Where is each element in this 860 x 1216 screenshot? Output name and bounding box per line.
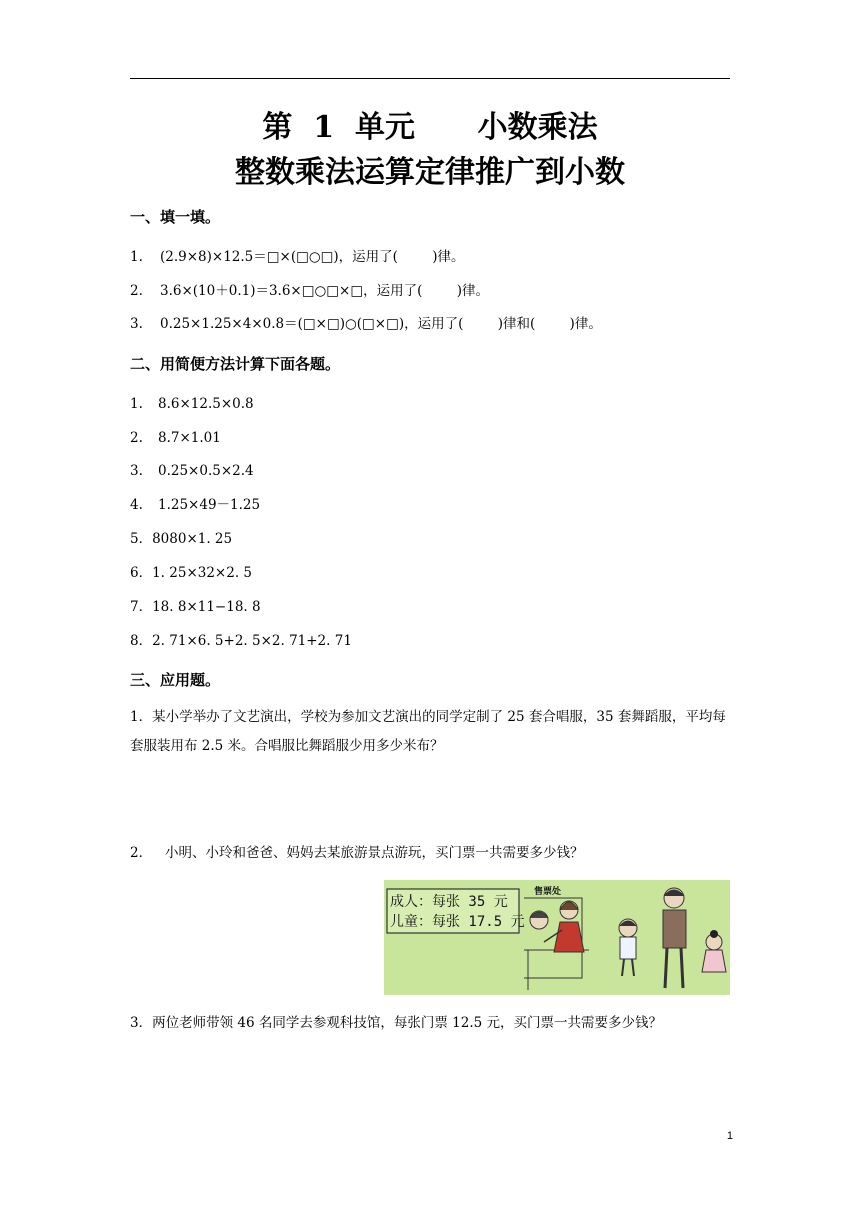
item-text: 1.25×49－1.25 xyxy=(158,497,261,513)
item-number: 3. xyxy=(130,316,143,332)
item-text: 0.25×0.5×2.4 xyxy=(158,463,254,479)
word-problem-2: 2． 小明、小玲和爸爸、妈妈去某旅游景点游玩，买门票一共需要多少钱？ xyxy=(130,845,584,861)
ticket-booth-illustration xyxy=(384,880,730,995)
section-heading-word-problems: 三、应用题。 xyxy=(130,671,221,689)
fill-item-3 xyxy=(130,314,602,334)
item-number: 3. xyxy=(130,463,143,479)
calc-item-4 xyxy=(130,495,260,515)
item-text: 1. 25×32×2. 5 xyxy=(152,565,253,581)
calc-item-2 xyxy=(130,428,221,448)
section-heading-fill: 一、填一填。 xyxy=(130,208,221,226)
item-text: 18. 8×11−18. 8 xyxy=(152,599,261,615)
calc-item-1 xyxy=(130,394,254,414)
item-number: 2. xyxy=(130,283,143,299)
word-problem-1: 1．某小学举办了文艺演出，学校为参加文艺演出的同学定制了 25 套合唱服，35 套舞蹈服，平均每套服装用布 2.5 米。合唱服比舞蹈服少用多少米布？ xyxy=(130,709,726,754)
ticket-booth-drawing xyxy=(384,880,730,995)
calc-item-5 xyxy=(130,529,232,549)
header-rule xyxy=(130,78,730,79)
calc-item-7 xyxy=(130,597,261,617)
item-text: 3.6×(10＋0.1)＝3.6×□○□×□，运用了( )律。 xyxy=(160,283,489,299)
item-text: 2. 71×6. 5+2. 5×2. 71+2. 71 xyxy=(152,633,352,649)
calc-item-8 xyxy=(130,631,352,651)
adult-price-label: 成人：每张 35 元 xyxy=(390,894,508,910)
page-number: 1 xyxy=(726,1130,733,1142)
item-number: 4. xyxy=(130,497,143,513)
item-text: 8.6×12.5×0.8 xyxy=(158,396,254,412)
item-number: 1. xyxy=(130,249,143,265)
item-text: 8080×1. 25 xyxy=(152,531,233,547)
fill-item-1 xyxy=(130,247,465,267)
item-text: 0.25×1.25×4×0.8＝(□×□)○(□×□)，运用了( )律和( )律。 xyxy=(160,316,602,332)
item-number: 2. xyxy=(130,430,143,446)
word-problem-3: 3．两位老师带领 46 名同学去参观科技馆，每张门票 12.5 元，买门票一共需要多少钱？ xyxy=(130,1015,662,1031)
fill-item-2 xyxy=(130,281,489,301)
calc-item-3 xyxy=(130,461,254,481)
section-heading-calc: 二、用简便方法计算下面各题。 xyxy=(130,355,341,373)
item-number: 5． xyxy=(130,531,153,547)
unit-title: 第 1 单元 小数乘法 xyxy=(262,110,598,145)
item-number: 1. xyxy=(130,396,143,412)
calc-item-6 xyxy=(130,563,252,583)
booth-sign: 售票处 xyxy=(534,887,562,897)
item-number: 7． xyxy=(130,599,153,615)
lesson-title: 整数乘法运算定律推广到小数 xyxy=(235,155,625,190)
item-number: 6． xyxy=(130,565,153,581)
item-text: (2.9×8)×12.5＝□×(□○□)，运用了( )律。 xyxy=(160,249,465,265)
item-text: 8.7×1.01 xyxy=(158,430,221,446)
child-price-label: 儿童：每张 17.5 元 xyxy=(390,914,525,930)
item-number: 8． xyxy=(130,633,153,649)
